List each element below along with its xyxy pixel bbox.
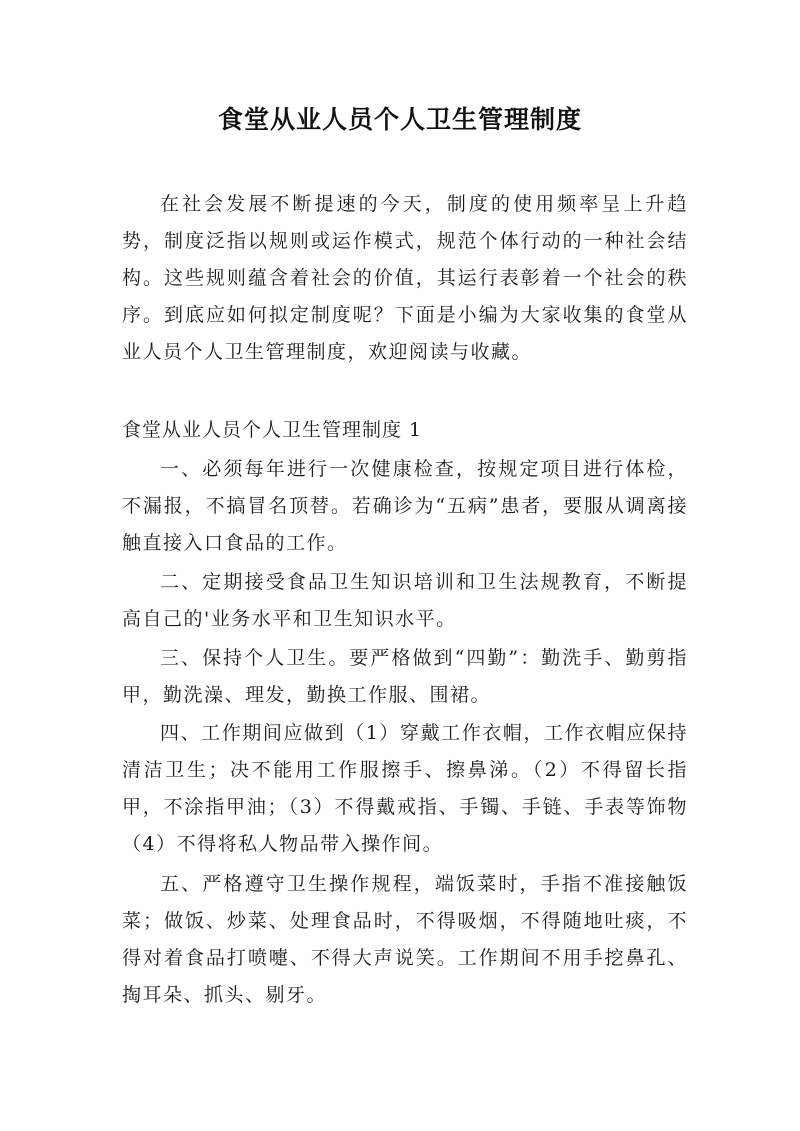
rule-item-3: 三、保持个人卫生。要严格做到“四勤”：勤洗手、勤剪指甲，勤洗澡、理发，勤换工作服、围裙。 — [122, 647, 688, 706]
rule-item-4: 四、工作期间应做到（1）穿戴工作衣帽，工作衣帽应保持清洁卫生；决不能用工作服擦手、擦鼻涕。（2）不得留长指甲，不涂指甲油；（3）不得戴戒指、手镯、手链、手表等饰物（4）不得将私人物品带入操作间。 — [122, 722, 688, 855]
rule-item-1: 一、必须每年进行一次健康检查，按规定项目进行体检，不漏报，不搞冒名顶替。若确诊为“五病”患者，要服从调离接触直接入口食品的工作。 — [122, 458, 688, 554]
document-title: 食堂从业人员个人卫生管理制度 — [217, 105, 582, 134]
intro-paragraph: 在社会发展不断提速的今天，制度的使用频率呈上升趋势，制度泛指以规则或运作模式，规范个体行动的一种社会结构。这些规则蕴含着社会的价值，其运行表彰着一个社会的秩序。到底应如何拟定制度呢？下面是小编为大家收集的食堂从业人员个人卫生管理制度，欢迎阅读与收藏。 — [122, 193, 688, 363]
section-heading: 食堂从业人员个人卫生管理制度 1 — [122, 419, 423, 441]
rule-item-2: 二、定期接受食品卫生知识培训和卫生法规教育，不断提高自己的'业务水平和卫生知识水平。 — [122, 571, 688, 630]
rule-item-5: 五、严格遵守卫生操作规程，端饭菜时，手指不准接触饭菜；做饭、炒菜、处理食品时，不得吸烟，不得随地吐痰，不得对着食品打喷嚏、不得大声说笑。工作期间不用手挖鼻孔、掏耳朵、抓头、剔牙。 — [122, 873, 688, 1006]
